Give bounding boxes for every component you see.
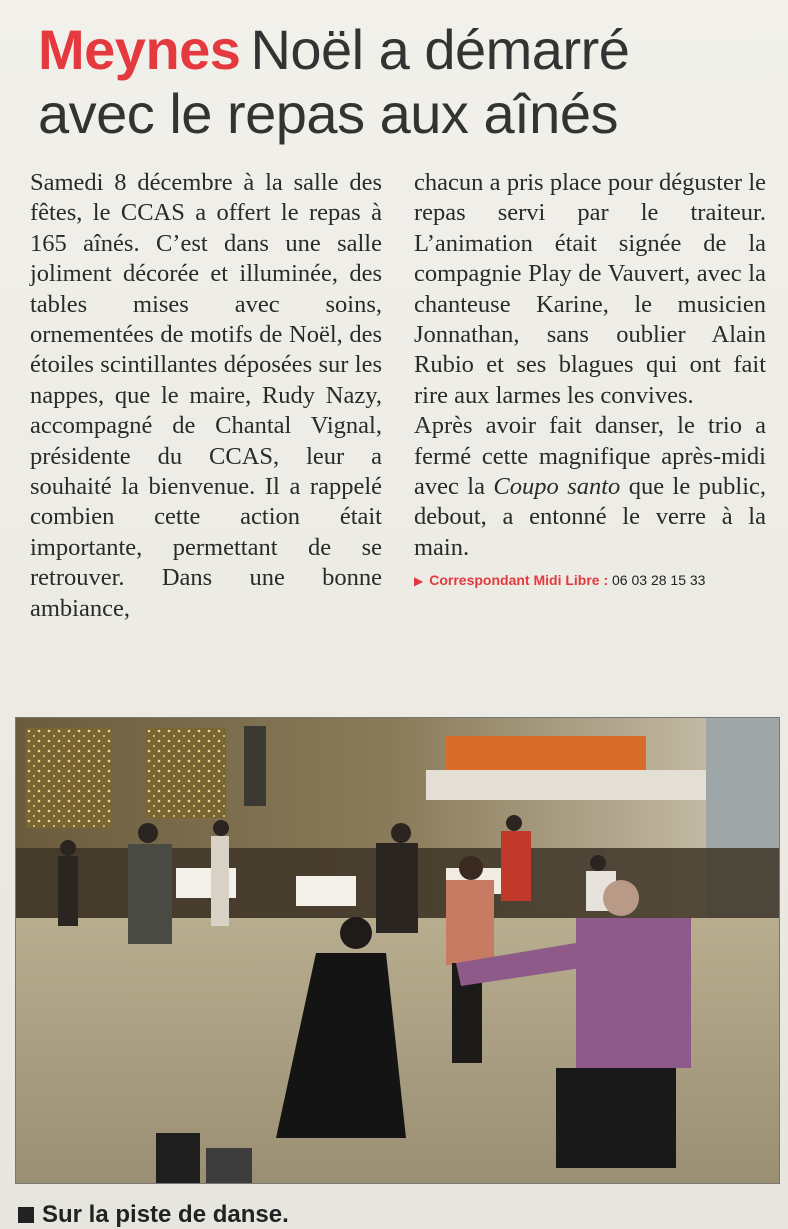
- article-photo: [15, 717, 780, 1184]
- paragraph-text: Après avoir fait danser, le trio a fermé cette magnifique après-midi avec la: [414, 412, 766, 501]
- article-column-1: [30, 168, 382, 698]
- byline-phone: 06 03 28 15 33: [612, 572, 706, 589]
- headline-title-line2: avec le repas aux aînés: [38, 82, 618, 145]
- headline-town: Meynes: [38, 18, 241, 81]
- dance-hall-illustration: [16, 718, 779, 1183]
- headline-title-line1: Noël a démarré: [250, 18, 630, 81]
- caption-bullet-icon: [18, 1207, 34, 1223]
- article-headline: [38, 18, 768, 146]
- photo-caption: [18, 1201, 718, 1229]
- paragraph-text: que le public, debout, a entonné le verre à la main.: [414, 473, 767, 561]
- byline-label: Correspondant Midi Libre :: [429, 572, 609, 589]
- article-column-2: [414, 168, 766, 698]
- article-paragraph: chacun a pris place pour déguster le repas servi par le traiteur. L’animation était signée de la compagnie Play de Vauvert, avec la chanteuse Karine, le musicien Jonnathan, sans oublier Alain Rubio et ses blagues qui ont fait rire aux larmes les convives.: [414, 169, 766, 409]
- article-paragraph: Samedi 8 décembre à la salle des fêtes, le CCAS a offert le repas à 165 aînés. C’est dans une salle joliment décorée et illuminée, des tables mises avec soins, ornementées de motifs de Noël, des étoiles scintillantes déposées sur les nappes, que le maire, Rudy Nazy, accompagné de Chantal Vignal, présidente du CCAS, leur a souhaité la bienvenue. Il a rappelé combien cette action était importante, permettant de se retrouver. Dans une bonne ambiance,: [30, 169, 382, 622]
- triangle-icon: ▶: [414, 574, 424, 589]
- song-title: Coupo santo: [493, 473, 621, 501]
- caption-text: Sur la piste de danse.: [42, 1201, 289, 1228]
- article-paragraph: [414, 411, 766, 563]
- article-body: [30, 168, 766, 698]
- byline: [414, 571, 766, 590]
